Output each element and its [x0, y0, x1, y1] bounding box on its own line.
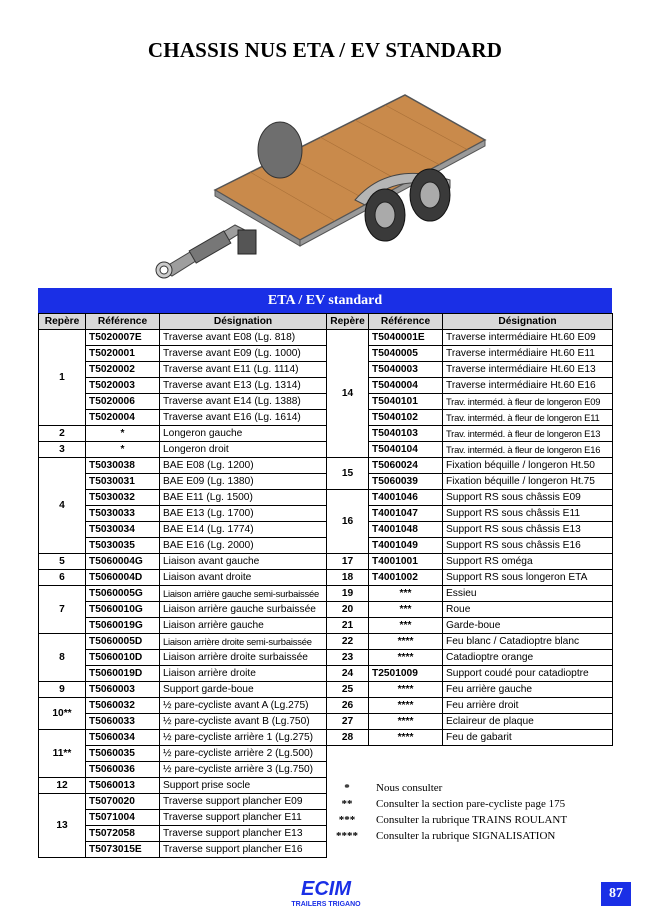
cell-reference: T5020004 — [86, 410, 160, 426]
cell-reference: T5030033 — [86, 506, 160, 522]
cell-reference: T5040101 — [369, 394, 443, 410]
cell-repere: 20 — [327, 602, 369, 618]
footnote-symbol: **** — [336, 830, 358, 842]
cell-reference: T5040103 — [369, 426, 443, 442]
cell-repere: 9 — [39, 682, 86, 698]
cell-reference: T4001049 — [369, 538, 443, 554]
col-header-repere: Repère — [327, 314, 369, 330]
cell-repere: 3 — [39, 442, 86, 458]
table-row — [327, 410, 613, 426]
col-header-reference: Référence — [86, 314, 160, 330]
cell-designation: Liaison arrière droite — [160, 666, 327, 682]
cell-designation: Essieu — [443, 586, 613, 602]
cell-reference: T5060003 — [86, 682, 160, 698]
cell-repere: 21 — [327, 618, 369, 634]
cell-reference: T5060024 — [369, 458, 443, 474]
cell-designation: Garde-boue — [443, 618, 613, 634]
cell-reference: T5060034 — [86, 730, 160, 746]
table-row — [327, 698, 613, 714]
cell-reference: T5060019G — [86, 618, 160, 634]
cell-designation: Support prise socle — [160, 778, 327, 794]
table-row — [327, 570, 613, 586]
cell-reference: T4001046 — [369, 490, 443, 506]
table-row — [39, 634, 327, 650]
table-row — [327, 538, 613, 554]
cell-repere: 6 — [39, 570, 86, 586]
cell-reference: T5060019D — [86, 666, 160, 682]
cell-designation: Longeron droit — [160, 442, 327, 458]
footnote — [330, 828, 612, 844]
cell-designation: Trav. interméd. à fleur de longeron E09 — [443, 394, 613, 410]
cell-designation: ½ pare-cycliste arrière 3 (Lg.750) — [160, 762, 327, 778]
table-row — [327, 490, 613, 506]
cell-repere: 8 — [39, 634, 86, 682]
parts-table-right — [326, 313, 613, 746]
col-header-designation: Désignation — [443, 314, 613, 330]
cell-reference: T5030031 — [86, 474, 160, 490]
table-row — [39, 698, 327, 714]
cell-reference: T4001002 — [369, 570, 443, 586]
trailer-chassis-illustration — [150, 80, 500, 280]
footnote-symbol: ** — [341, 798, 353, 810]
cell-designation: Liaison arrière droite semi-surbaissée — [160, 634, 327, 650]
cell-reference: T5030034 — [86, 522, 160, 538]
footnote-text: Consulter la rubrique TRAINS ROULANT — [376, 814, 568, 826]
cell-reference: *** — [369, 618, 443, 634]
cell-designation: Support RS sous châssis E13 — [443, 522, 613, 538]
cell-repere: 15 — [327, 458, 369, 490]
col-header-repere: Repère — [39, 314, 86, 330]
cell-designation: Liaison arrière gauche semi-surbaissée — [160, 586, 327, 602]
cell-designation: Eclaireur de plaque — [443, 714, 613, 730]
cell-designation: ½ pare-cycliste arrière 1 (Lg.275) — [160, 730, 327, 746]
cell-repere: 1 — [39, 330, 86, 426]
cell-designation: Traverse support plancher E11 — [160, 810, 327, 826]
cell-designation: Traverse avant E13 (Lg. 1314) — [160, 378, 327, 394]
cell-reference: T5030038 — [86, 458, 160, 474]
table-row — [327, 394, 613, 410]
cell-designation: Support coudé pour catadioptre — [443, 666, 613, 682]
cell-repere: 4 — [39, 458, 86, 554]
cell-repere: 2 — [39, 426, 86, 442]
footnote-text: Consulter la section pare-cycliste page 175 — [376, 798, 566, 810]
cell-designation: Feu de gabarit — [443, 730, 613, 746]
cell-repere: 16 — [327, 490, 369, 554]
cell-designation: Trav. interméd. à fleur de longeron E13 — [443, 426, 613, 442]
cell-reference: T5060039 — [369, 474, 443, 490]
cell-reference: T5040104 — [369, 442, 443, 458]
table-row — [39, 458, 327, 474]
cell-reference: T5040102 — [369, 410, 443, 426]
cell-reference: T5060013 — [86, 778, 160, 794]
cell-repere: 11** — [39, 730, 86, 778]
cell-reference: T5020002 — [86, 362, 160, 378]
cell-repere: 13 — [39, 794, 86, 858]
cell-reference: T2501009 — [369, 666, 443, 682]
cell-reference: T4001047 — [369, 506, 443, 522]
table-row — [327, 346, 613, 362]
cell-designation: Longeron gauche — [160, 426, 327, 442]
footnote — [330, 812, 612, 828]
cell-designation: Traverse support plancher E16 — [160, 842, 327, 858]
table-row — [39, 330, 327, 346]
cell-reference: *** — [369, 586, 443, 602]
table-row — [327, 474, 613, 490]
table-row — [39, 794, 327, 810]
cell-reference: T5070020 — [86, 794, 160, 810]
cell-designation: Support RS oméga — [443, 554, 613, 570]
cell-designation: Traverse avant E08 (Lg. 818) — [160, 330, 327, 346]
cell-designation: Roue — [443, 602, 613, 618]
cell-designation: Feu blanc / Catadioptre blanc — [443, 634, 613, 650]
page-title: CHASSIS NUS ETA / EV STANDARD — [147, 38, 503, 62]
table-banner: ETA / EV standard — [38, 288, 612, 313]
footnote-text: Consulter la rubrique SIGNALISATION — [376, 830, 556, 842]
cell-designation: Support RS sous châssis E09 — [443, 490, 613, 506]
cell-repere: 26 — [327, 698, 369, 714]
cell-reference: T5060036 — [86, 762, 160, 778]
cell-designation: ½ pare-cycliste arrière 2 (Lg.500) — [160, 746, 327, 762]
table-row — [327, 378, 613, 394]
table-row — [39, 730, 327, 746]
cell-reference: T5040003 — [369, 362, 443, 378]
cell-reference: T5040004 — [369, 378, 443, 394]
table-header-row — [327, 314, 613, 330]
parts-table-right-body — [327, 330, 613, 746]
col-header-reference: Référence — [369, 314, 443, 330]
cell-reference: **** — [369, 650, 443, 666]
cell-reference: * — [86, 426, 160, 442]
footnote — [330, 796, 612, 812]
cell-designation: Catadioptre orange — [443, 650, 613, 666]
footnote-text: Nous consulter — [376, 782, 443, 794]
cell-reference: **** — [369, 730, 443, 746]
cell-designation: Liaison arrière gauche surbaissée — [160, 602, 327, 618]
footnote-symbol: * — [344, 782, 350, 794]
cell-designation: BAE E09 (Lg. 1380) — [160, 474, 327, 490]
table-row — [39, 586, 327, 602]
table-row — [327, 730, 613, 746]
cell-repere: 18 — [327, 570, 369, 586]
cell-reference: **** — [369, 634, 443, 650]
cell-designation: Feu arrière droit — [443, 698, 613, 714]
table-row — [327, 618, 613, 634]
page-number: 87 — [601, 882, 631, 906]
footnotes — [330, 780, 612, 844]
cell-reference: T5060032 — [86, 698, 160, 714]
cell-designation: Support RS sous longeron ETA — [443, 570, 613, 586]
table-header-row — [39, 314, 327, 330]
cell-repere: 28 — [327, 730, 369, 746]
cell-designation: BAE E13 (Lg. 1700) — [160, 506, 327, 522]
cell-designation: ½ pare-cycliste avant A (Lg.275) — [160, 698, 327, 714]
cell-repere: 23 — [327, 650, 369, 666]
parts-table-left-body — [39, 330, 327, 858]
cell-designation: Traverse avant E09 (Lg. 1000) — [160, 346, 327, 362]
cell-repere: 24 — [327, 666, 369, 682]
footnote — [330, 780, 612, 796]
cell-repere: 14 — [327, 330, 369, 458]
cell-designation: BAE E08 (Lg. 1200) — [160, 458, 327, 474]
cell-reference: T5040001E — [369, 330, 443, 346]
cell-reference: T5020006 — [86, 394, 160, 410]
table-row — [327, 330, 613, 346]
cell-reference: T5030032 — [86, 490, 160, 506]
cell-reference: T5060033 — [86, 714, 160, 730]
cell-designation: Traverse avant E14 (Lg. 1388) — [160, 394, 327, 410]
cell-designation: ½ pare-cycliste avant B (Lg.750) — [160, 714, 327, 730]
cell-designation: Liaison avant droite — [160, 570, 327, 586]
svg-text:ECIM: ECIM — [301, 878, 351, 900]
cell-designation: Feu arrière gauche — [443, 682, 613, 698]
cell-reference: T4001048 — [369, 522, 443, 538]
cell-designation: Support RS sous châssis E16 — [443, 538, 613, 554]
table-row — [39, 682, 327, 698]
cell-designation: Traverse intermédiaire Ht.60 E09 — [443, 330, 613, 346]
table-row — [327, 458, 613, 474]
cell-repere: 25 — [327, 682, 369, 698]
cell-repere: 10** — [39, 698, 86, 730]
parts-table-left — [38, 313, 327, 858]
table-row — [327, 522, 613, 538]
cell-designation: Traverse intermédiaire Ht.60 E11 — [443, 346, 613, 362]
table-row — [327, 506, 613, 522]
cell-designation: Fixation béquille / longeron Ht.50 — [443, 458, 613, 474]
cell-designation: Trav. interméd. à fleur de longeron E16 — [443, 442, 613, 458]
cell-reference: T5073015E — [86, 842, 160, 858]
cell-repere: 27 — [327, 714, 369, 730]
table-row — [327, 602, 613, 618]
cell-reference: **** — [369, 682, 443, 698]
cell-reference: T5020007E — [86, 330, 160, 346]
table-row — [39, 442, 327, 458]
cell-reference: *** — [369, 602, 443, 618]
cell-designation: Traverse intermédiaire Ht.60 E16 — [443, 378, 613, 394]
table-row — [327, 554, 613, 570]
cell-reference: **** — [369, 698, 443, 714]
table-row — [39, 570, 327, 586]
cell-designation: Traverse avant E11 (Lg. 1114) — [160, 362, 327, 378]
cell-reference: T5060004G — [86, 554, 160, 570]
cell-reference: T4001001 — [369, 554, 443, 570]
table-row — [327, 634, 613, 650]
cell-repere: 12 — [39, 778, 86, 794]
cell-reference: T5040005 — [369, 346, 443, 362]
cell-reference: T5060035 — [86, 746, 160, 762]
cell-designation: Liaison arrière droite surbaissée — [160, 650, 327, 666]
cell-designation: Traverse support plancher E13 — [160, 826, 327, 842]
table-row — [327, 682, 613, 698]
table-row — [39, 554, 327, 570]
cell-reference: T5072058 — [86, 826, 160, 842]
table-row — [327, 426, 613, 442]
cell-reference: T5020001 — [86, 346, 160, 362]
cell-repere: 5 — [39, 554, 86, 570]
table-row — [327, 442, 613, 458]
cell-repere: 17 — [327, 554, 369, 570]
cell-designation: Liaison avant gauche — [160, 554, 327, 570]
table-row — [327, 362, 613, 378]
cell-reference: T5020003 — [86, 378, 160, 394]
ecim-logo — [286, 875, 366, 909]
cell-reference: T5060005G — [86, 586, 160, 602]
table-row — [327, 666, 613, 682]
cell-reference: T5060005D — [86, 634, 160, 650]
cell-reference: * — [86, 442, 160, 458]
svg-text:TRAILERS TRIGANO: TRAILERS TRIGANO — [291, 901, 361, 908]
cell-designation: BAE E16 (Lg. 2000) — [160, 538, 327, 554]
cell-reference: T5060004D — [86, 570, 160, 586]
table-row — [39, 426, 327, 442]
table-row — [327, 650, 613, 666]
table-row — [39, 778, 327, 794]
table-row — [327, 586, 613, 602]
cell-designation: Trav. interméd. à fleur de longeron E11 — [443, 410, 613, 426]
cell-reference: T5060010D — [86, 650, 160, 666]
cell-repere: 22 — [327, 634, 369, 650]
cell-designation: BAE E14 (Lg. 1774) — [160, 522, 327, 538]
cell-repere: 7 — [39, 586, 86, 634]
cell-reference: T5030035 — [86, 538, 160, 554]
cell-reference: T5060010G — [86, 602, 160, 618]
table-row — [327, 714, 613, 730]
col-header-designation: Désignation — [160, 314, 327, 330]
cell-reference: T5071004 — [86, 810, 160, 826]
cell-designation: Support RS sous châssis E11 — [443, 506, 613, 522]
footnote-symbol: *** — [338, 814, 356, 826]
cell-designation: Traverse intermédiaire Ht.60 E13 — [443, 362, 613, 378]
cell-designation: Support garde-boue — [160, 682, 327, 698]
cell-designation: Fixation béquille / longeron Ht.75 — [443, 474, 613, 490]
cell-reference: **** — [369, 714, 443, 730]
cell-repere: 19 — [327, 586, 369, 602]
cell-designation: Traverse support plancher E09 — [160, 794, 327, 810]
cell-designation: Traverse avant E16 (Lg. 1614) — [160, 410, 327, 426]
cell-designation: BAE E11 (Lg. 1500) — [160, 490, 327, 506]
cell-designation: Liaison arrière gauche — [160, 618, 327, 634]
